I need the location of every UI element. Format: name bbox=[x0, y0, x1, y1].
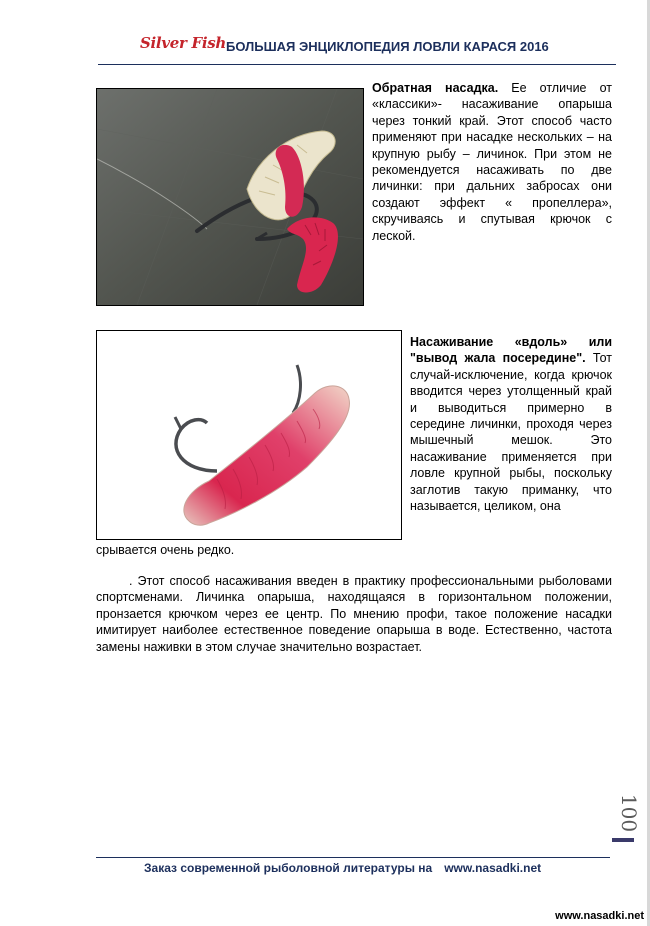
footer-divider bbox=[96, 857, 610, 858]
header-title: БОЛЬШАЯ ЭНЦИКЛОПЕДИЯ ЛОВЛИ КАРАСЯ 2016 bbox=[226, 39, 549, 54]
section-lengthwise-bait-tail: срывается очень редко. bbox=[96, 543, 235, 557]
photo-lengthwise-bait bbox=[96, 330, 402, 540]
section-reverse-bait bbox=[372, 80, 612, 244]
photo-reverse-bait bbox=[96, 88, 364, 306]
section-lengthwise-bait bbox=[410, 334, 612, 514]
page-number-bar bbox=[612, 838, 634, 842]
footer-text: Заказ современной рыболовной литературы на bbox=[144, 861, 433, 875]
footer-link[interactable]: www.nasadki.net bbox=[444, 861, 542, 875]
page-footer bbox=[144, 861, 541, 875]
section-reverse-bait-heading: Обратная насадка. bbox=[372, 81, 499, 95]
header-divider bbox=[98, 64, 616, 65]
watermark: www.nasadki.net bbox=[555, 910, 644, 922]
section-lengthwise-bait-body: Тот случай-исключение, когда крючок вводится через утолщенный край и выводиться примерно в середине личинки, проходя через мышечный мешок. Это насаживание применяется при ловле крупной рыбы, поскольку заглотив такую приманку, что называется, целиком, она bbox=[410, 351, 612, 514]
page-number: 100 bbox=[617, 793, 641, 833]
section-reverse-bait-body: Ее отличие от «классики»- насаживание опарыша через тонкий край. Этот способ часто применяют при насадке нескольких – на крупную рыбу – личинок. При этом не рекомендуется насаживать по две личинки: при дальних забросах они создают эффект « пропеллера», скручиваясь и спутывая крючок с леской. bbox=[372, 81, 612, 243]
silver-fish-logo: Silver Fish bbox=[140, 34, 227, 52]
section-lengthwise-bait-heading: Насаживание «вдоль» или "вывод жала посередине". bbox=[410, 335, 612, 366]
section-center-bait: . Этот способ насаживания введен в практику профессиональными рыболовами спортсменами. Личинка опарыша, находящаяся в горизонтальном положении, пронзается крючком через ее центр. По мнению профи, такое положение насадки имитирует наиболее естественное поведение опарыша в воде. Естественно, частота замены наживки в этом случае значительно возрастает. bbox=[96, 574, 612, 654]
